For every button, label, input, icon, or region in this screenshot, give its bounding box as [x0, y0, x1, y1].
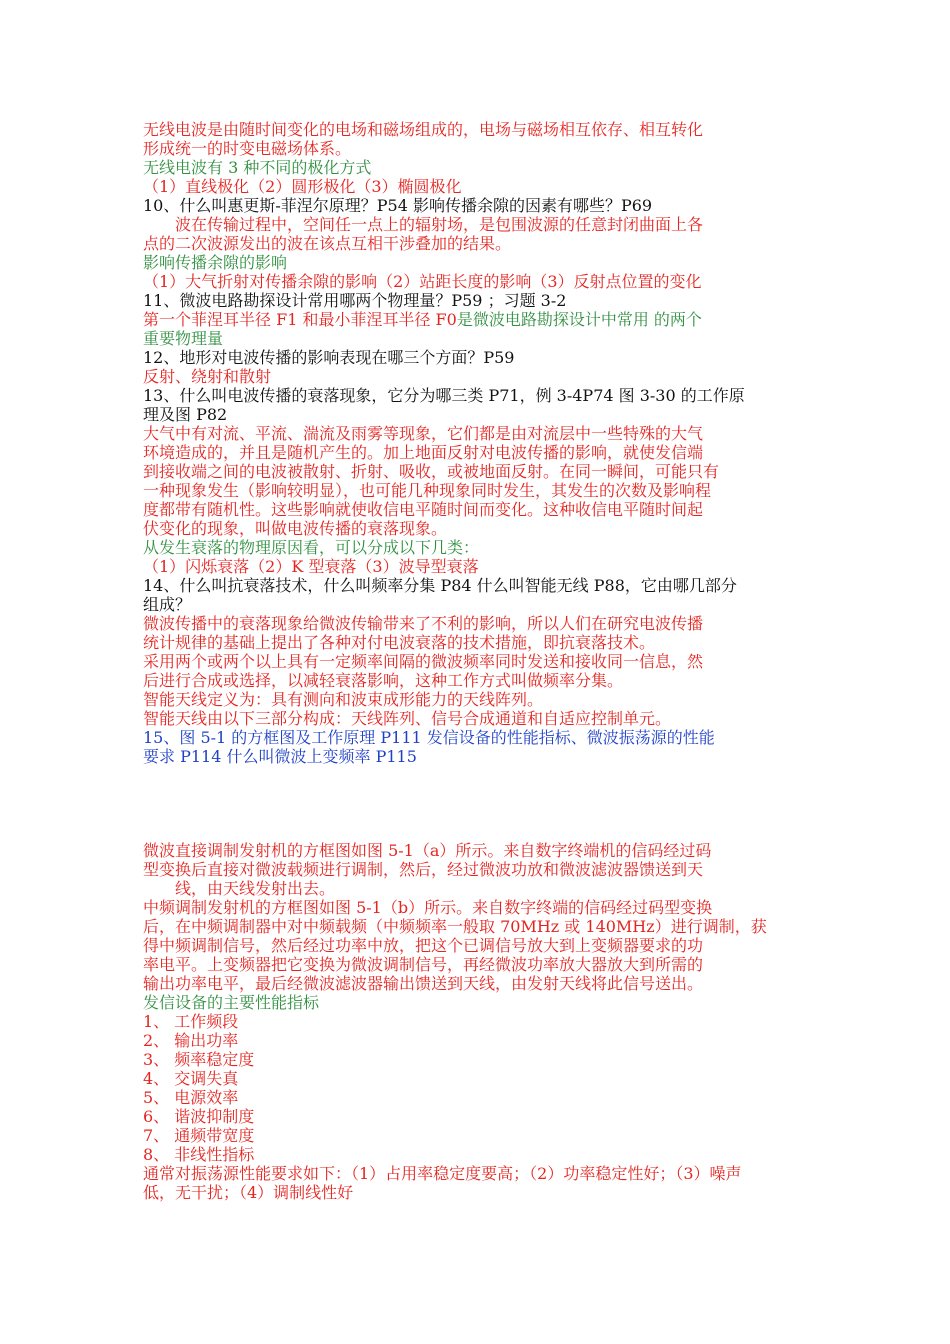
text-line-content: 10、什么叫惠更斯-菲涅尔原理？P54 影响传播余隙的因素有哪些？P69	[143, 196, 653, 215]
text-line	[143, 1069, 813, 1088]
text-line-content: 11、微波电路勘探设计常用哪两个物理量？P59 ；习题 3-2	[143, 291, 567, 310]
text-line	[143, 690, 813, 709]
text-line-content: 大气中有对流、平流、湍流及雨雾等现象，它们都是由对流层中一些特殊的大气	[143, 424, 704, 443]
text-line	[143, 519, 813, 538]
text-line-content: 15、图 5-1 的方框图及工作原理 P111 发信设备的性能指标、微波振荡源的性能	[143, 728, 715, 747]
text-line	[143, 860, 813, 879]
text-line	[143, 462, 813, 481]
text-line	[143, 348, 813, 367]
text-line	[143, 291, 813, 310]
text-line-content: 环境造成的，并且是随机产生的。加上地面反射对电波传播的影响，就使发信端	[143, 443, 704, 462]
text-line-suffix: 是微波电路勘探设计中常用 的两个	[456, 310, 702, 329]
text-line	[143, 917, 813, 936]
text-line	[143, 120, 813, 139]
text-line-content: 5、 电源效率	[143, 1088, 239, 1107]
text-line-content: 12、地形对电波传播的影响表现在哪三个方面？P59	[143, 348, 515, 367]
text-line	[143, 955, 813, 974]
text-line	[143, 196, 813, 215]
text-line-content: 后，在中频调制器中对中频载频（中频频率一般取 70MHz 或 140MHz）进行调制，获	[143, 917, 767, 936]
document-page	[143, 120, 813, 1202]
text-line-content: 重要物理量	[143, 329, 224, 348]
text-line	[143, 253, 813, 272]
text-line	[143, 215, 813, 234]
text-line	[143, 367, 813, 386]
section-propagation-notes	[143, 120, 813, 766]
text-line	[143, 633, 813, 652]
text-line	[143, 993, 813, 1012]
text-line-content: 智能天线定义为：具有测向和波束成形能力的天线阵列。	[143, 690, 544, 709]
text-line-content: 第一个菲涅耳半径 F1 和最小菲涅耳半径 F0	[143, 310, 457, 329]
text-line-content: 后进行合成或选择，以减轻衰落影响，这种工作方式叫做频率分集。	[143, 671, 624, 690]
text-line-content: 波在传输过程中，空间任一点上的辐射场，是包围波源的任意封闭曲面上各	[175, 215, 704, 234]
text-line-content: 微波传播中的衰落现象给微波传输带来了不利的影响，所以人们在研究电波传播	[143, 614, 704, 633]
text-line-content: 发信设备的主要性能指标	[143, 993, 320, 1012]
text-line	[143, 139, 813, 158]
text-line	[143, 329, 813, 348]
text-line-content: 低，无干扰；（4）调制线性好	[143, 1183, 354, 1202]
text-line	[143, 538, 813, 557]
text-line	[143, 272, 813, 291]
text-line-content: 通常对振荡源性能要求如下：（1）占用率稳定度要高；（2）功率稳定性好；（3）噪声	[143, 1164, 742, 1183]
text-line	[143, 974, 813, 993]
text-line-content: 率电平。上变频器把它变换为微波调制信号，再经微波功率放大器放大到所需的	[143, 955, 704, 974]
text-line	[143, 709, 813, 728]
text-line	[143, 614, 813, 633]
text-line	[143, 234, 813, 253]
text-line	[143, 443, 813, 462]
text-line-content: 14、什么叫抗衰落技术，什么叫频率分集 P84 什么叫智能无线 P88，它由哪几部分	[143, 576, 737, 595]
text-line	[143, 158, 813, 177]
text-line-content: 3、 频率稳定度	[143, 1050, 255, 1069]
text-line	[143, 1164, 813, 1183]
text-line-content: 形成统一的时变电磁场体系。	[143, 139, 352, 158]
text-line	[143, 1088, 813, 1107]
text-line	[143, 557, 813, 576]
text-line-content: 4、 交调失真	[143, 1069, 239, 1088]
text-line-content: 输出功率电平，最后经微波滤波器输出馈送到天线，由发射天线将此信号送出。	[143, 974, 704, 993]
text-line-content: 型变换后直接对微波载频进行调制，然后，经过微波功放和微波滤波器馈送到天	[143, 860, 704, 879]
text-line-content: 微波直接调制发射机的方框图如图 5-1（a）所示。来自数字终端机的信码经过码	[143, 841, 712, 860]
text-line-content: 7、 通频带宽度	[143, 1126, 255, 1145]
text-line-content: （1）闪烁衰落（2）K 型衰落（3）波导型衰落	[143, 557, 479, 576]
text-line	[143, 1050, 813, 1069]
text-line	[143, 747, 813, 766]
text-line-content: 影响传播余隙的影响	[143, 253, 288, 272]
text-line-content: 2、 输出功率	[143, 1031, 239, 1050]
text-line-content: 采用两个或两个以上具有一定频率间隔的微波频率同时发送和接收同一信息，然	[143, 652, 704, 671]
text-line	[143, 424, 813, 443]
text-line-content: 一种现象发生（影响较明显），也可能几种现象同时发生，其发生的次数及影响程	[143, 481, 712, 500]
text-line-content: 要求 P114 什么叫微波上变频率 P115	[143, 747, 417, 766]
text-line-content: 无线电波是由随时间变化的电场和磁场组成的，电场与磁场相互依存、相互转化	[143, 120, 704, 139]
text-line-content: 伏变化的现象，叫做电波传播的衰落现象。	[143, 519, 448, 538]
text-line-content: 从发生衰落的物理原因看，可以分成以下几类：	[143, 538, 480, 557]
text-line	[143, 1126, 813, 1145]
text-line	[143, 1145, 813, 1164]
text-line-content: （1）直线极化（2）圆形极化（3）椭圆极化	[143, 177, 462, 196]
text-line-content: 13、什么叫电波传播的衰落现象，它分为哪三类 P71，例 3-4P74 图 3-30 的工作原	[143, 386, 745, 405]
text-line	[143, 728, 813, 747]
text-line	[143, 671, 813, 690]
section-gap	[143, 766, 813, 841]
text-line-content: 1、 工作频段	[143, 1012, 239, 1031]
text-line-content: 线，由天线发射出去。	[175, 879, 336, 898]
text-line-content: 反射、绕射和散射	[143, 367, 272, 386]
text-line-content: 6、 谐波抑制度	[143, 1107, 255, 1126]
text-line	[143, 405, 813, 424]
text-line	[143, 481, 813, 500]
text-line-content: 得中频调制信号，然后经过功率中放，把这个已调信号放大到上变频器要求的功	[143, 936, 704, 955]
section-transmitter-notes	[143, 841, 813, 1202]
text-line	[143, 652, 813, 671]
text-line	[143, 177, 813, 196]
text-line-content: 智能天线由以下三部分构成：天线阵列、信号合成通道和自适应控制单元。	[143, 709, 672, 728]
text-line-content: 组成？	[143, 595, 192, 614]
text-line	[143, 879, 813, 898]
text-line	[143, 1183, 813, 1202]
text-line	[143, 1012, 813, 1031]
text-line-content: 度都带有随机性。这些影响就使收信电平随时间而变化。这种收信电平随时间起	[143, 500, 704, 519]
text-line-content: 8、 非线性指标	[143, 1145, 255, 1164]
text-line	[143, 595, 813, 614]
text-line	[143, 1107, 813, 1126]
text-line	[143, 898, 813, 917]
text-line	[143, 936, 813, 955]
text-line-content: 点的二次波源发出的波在该点互相干涉叠加的结果。	[143, 234, 512, 253]
text-line	[143, 1031, 813, 1050]
text-line-content: （1）大气折射对传播余隙的影响（2）站距长度的影响（3）反射点位置的变化	[143, 272, 702, 291]
text-line	[143, 841, 813, 860]
text-line-content: 中频调制发射机的方框图如图 5-1（b）所示。来自数字终端的信码经过码型变换	[143, 898, 713, 917]
text-line-content: 理及图 P82	[143, 405, 228, 424]
text-line	[143, 576, 813, 595]
text-line-content: 统计规律的基础上提出了各种对付电波衰落的技术措施，即抗衰落技术。	[143, 633, 656, 652]
text-line	[143, 500, 813, 519]
text-line	[143, 386, 813, 405]
text-line-content: 到接收端之间的电波被散射、折射、吸收，或被地面反射。在同一瞬间，可能只有	[143, 462, 720, 481]
text-line	[143, 310, 813, 329]
text-line-content: 无线电波有 3 种不同的极化方式	[143, 158, 372, 177]
